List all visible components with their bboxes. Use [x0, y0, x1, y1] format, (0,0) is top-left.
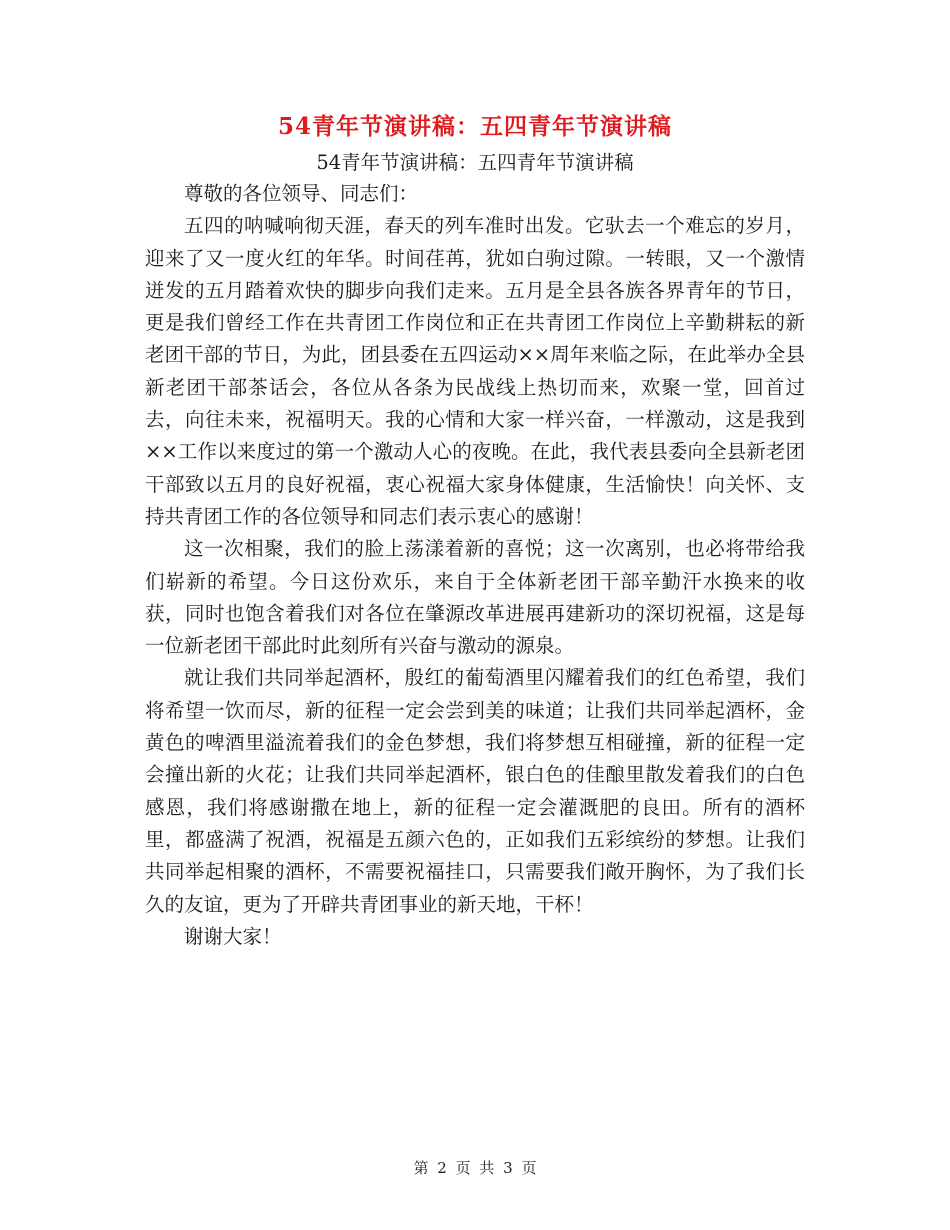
salutation-paragraph: 尊敬的各位领导、同志们： [184, 182, 419, 205]
document-body [145, 178, 805, 953]
page-number-footer: 第 2 页 共 3 页 [413, 1159, 537, 1177]
body-paragraph: 这一次相聚，我们的脸上荡漾着新的喜悦；这一次离别，也必将带给我们崭新的希望。今日这份欢乐，来自于全体新老团干部辛勤汗水换来的收获，同时也饱含着我们对各位在肇源改革进展再建新功的深切祝福，这是每一位新老团干部此时此刻所有兴奋与激动的源泉。 [145, 537, 805, 658]
closing-paragraph: 谢谢大家！ [184, 924, 282, 948]
document-subtitle: 54青年节演讲稿：五四青年节演讲稿 [316, 151, 634, 174]
body-paragraph: 就让我们共同举起酒杯，殷红的葡萄酒里闪耀着我们的红色希望，我们将希望一饮而尽，新的征程一定会尝到美的味道；让我们共同举起酒杯，金黄色的啤酒里溢流着我们的金色梦想，我们将梦想互相碰撞，新的征程一定会撞出新的火花；让我们共同举起酒杯，银白色的佳酿里散发着我们的白色感恩，我们将感谢撒在地上，新的征程一定会灌溉肥的良田。所有的酒杯里，都盛满了祝酒，祝福是五颜六色的，正如我们五彩缤纷的梦想。让我们共同举起相聚的酒杯，不需要祝福挂口，只需要我们敞开胸怀，为了我们长久的友谊，更为了开辟共青团事业的新天地，干杯！ [145, 666, 805, 916]
document-title: 54青年节演讲稿：五四青年节演讲稿 [277, 113, 672, 140]
body-paragraph: 五四的呐喊响彻天涯，春天的列车准时出发。它驮去一个难忘的岁月，迎来了又一度火红的年华。时间荏苒，犹如白驹过隙。一转眼，又一个激情迸发的五月踏着欢快的脚步向我们走来。五月是全县各族各界青年的节日，更是我们曾经工作在共青团工作岗位和正在共青团工作岗位上辛勤耕耘的新老团干部的节日，为此，团县委在五四运动××周年来临之际，在此举办全县新老团干部茶话会，各位从各条为民战线上热切而来，欢聚一堂，回首过去，向往未来，祝福明天。我的心情和大家一样兴奋，一样激动，这是我到××工作以来度过的第一个激动人心的夜晚。在此，我代表县委向全县新老团干部致以五月的良好祝福，衷心祝福大家身体健康，生活愉快！向关怀、支持共青团工作的各位领导和同志们表示衷心的感谢！ [145, 214, 805, 528]
